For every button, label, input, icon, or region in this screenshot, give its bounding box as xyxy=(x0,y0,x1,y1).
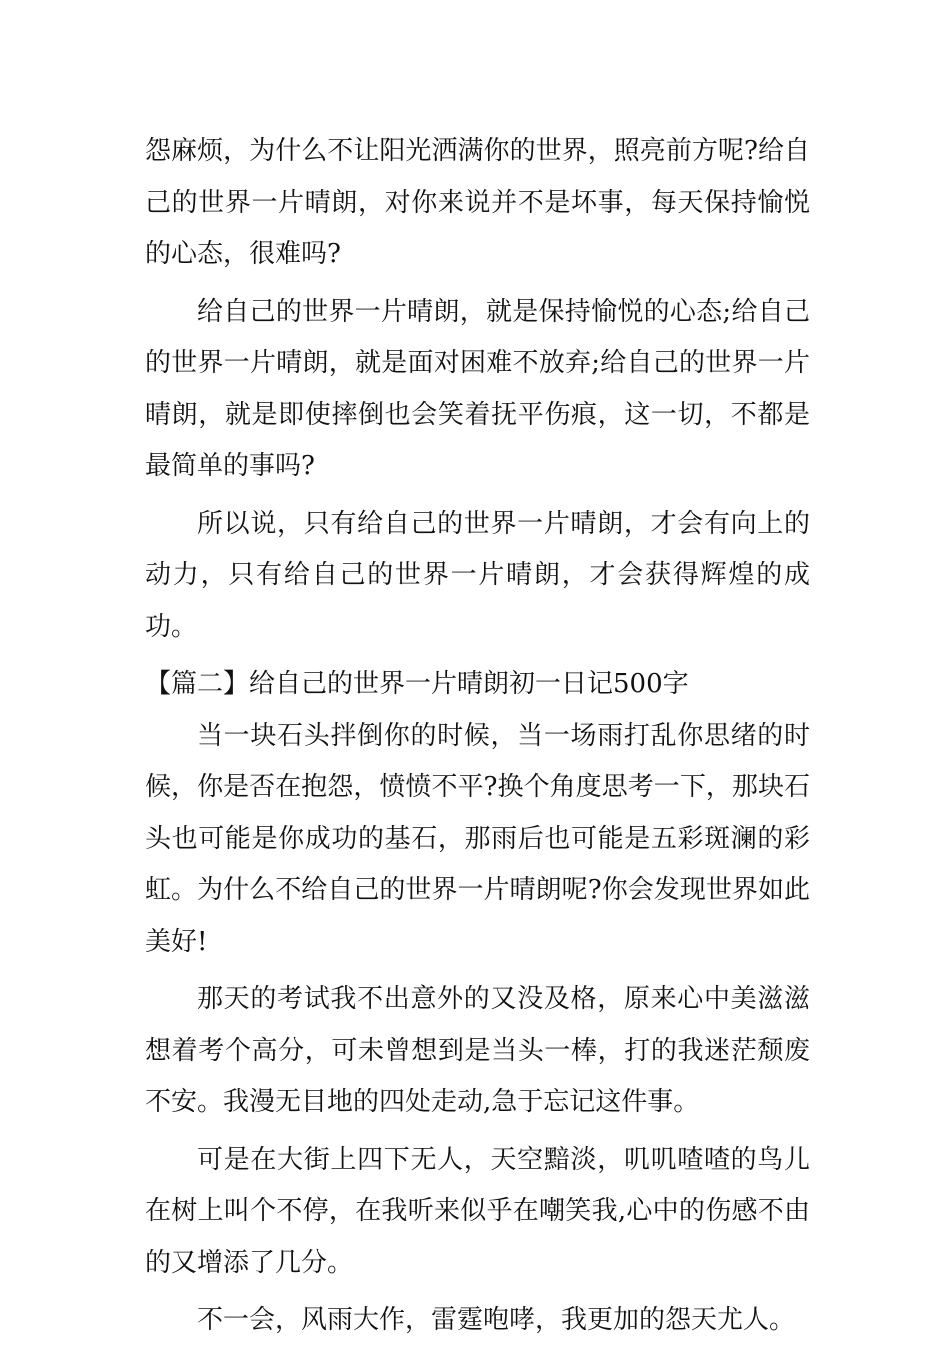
paragraph: 可是在大街上四下无人，天空黯淡，叽叽喳喳的鸟儿在树上叫个不停，在我听来似乎在嘲笑我,心中的伤感不由的又增添了几分。 xyxy=(145,1144,810,1278)
section-heading: 【篇二】给自己的世界一片晴朗初一日记500字 xyxy=(145,669,689,699)
document-body xyxy=(145,126,810,1353)
paragraph: 给自己的世界一片晴朗，就是保持愉悦的心态;给自己的世界一片晴朗，就是面对困难不放弃;给自己的世界一片晴朗，就是即使摔倒也会笑着抚平伤痕，这一切，不都是最简单的事吗? xyxy=(145,296,810,481)
paragraph: 怨麻烦，为什么不让阳光洒满你的世界，照亮前方呢?给自己的世界一片晴朗，对你来说并不是坏事，每天保持愉悦的心态，很难吗? xyxy=(145,136,810,269)
paragraph: 当一块石头拌倒你的时候，当一场雨打乱你思绪的时候，你是否在抱怨，愤愤不平?换个角度思考一下，那块石头也可能是你成功的基石，那雨后也可能是五彩斑澜的彩虹。为什么不给自己的世界一片晴朗呢?你会发现世界如此美好! xyxy=(145,720,810,957)
paragraph: 那天的考试我不出意外的又没及格，原来心中美滋滋想着考个高分，可未曾想到是当头一棒，打的我迷茫颓废不安。我漫无目地的四处走动,急于忘记这件事。 xyxy=(145,984,810,1117)
paragraph: 不一会，风雨大作，雷霆咆哮，我更加的怨天尤人。 xyxy=(197,1305,796,1335)
paragraph: 所以说，只有给自己的世界一片晴朗，才会有向上的动力，只有给自己的世界一片晴朗，才会获得辉煌的成功。 xyxy=(145,508,810,642)
